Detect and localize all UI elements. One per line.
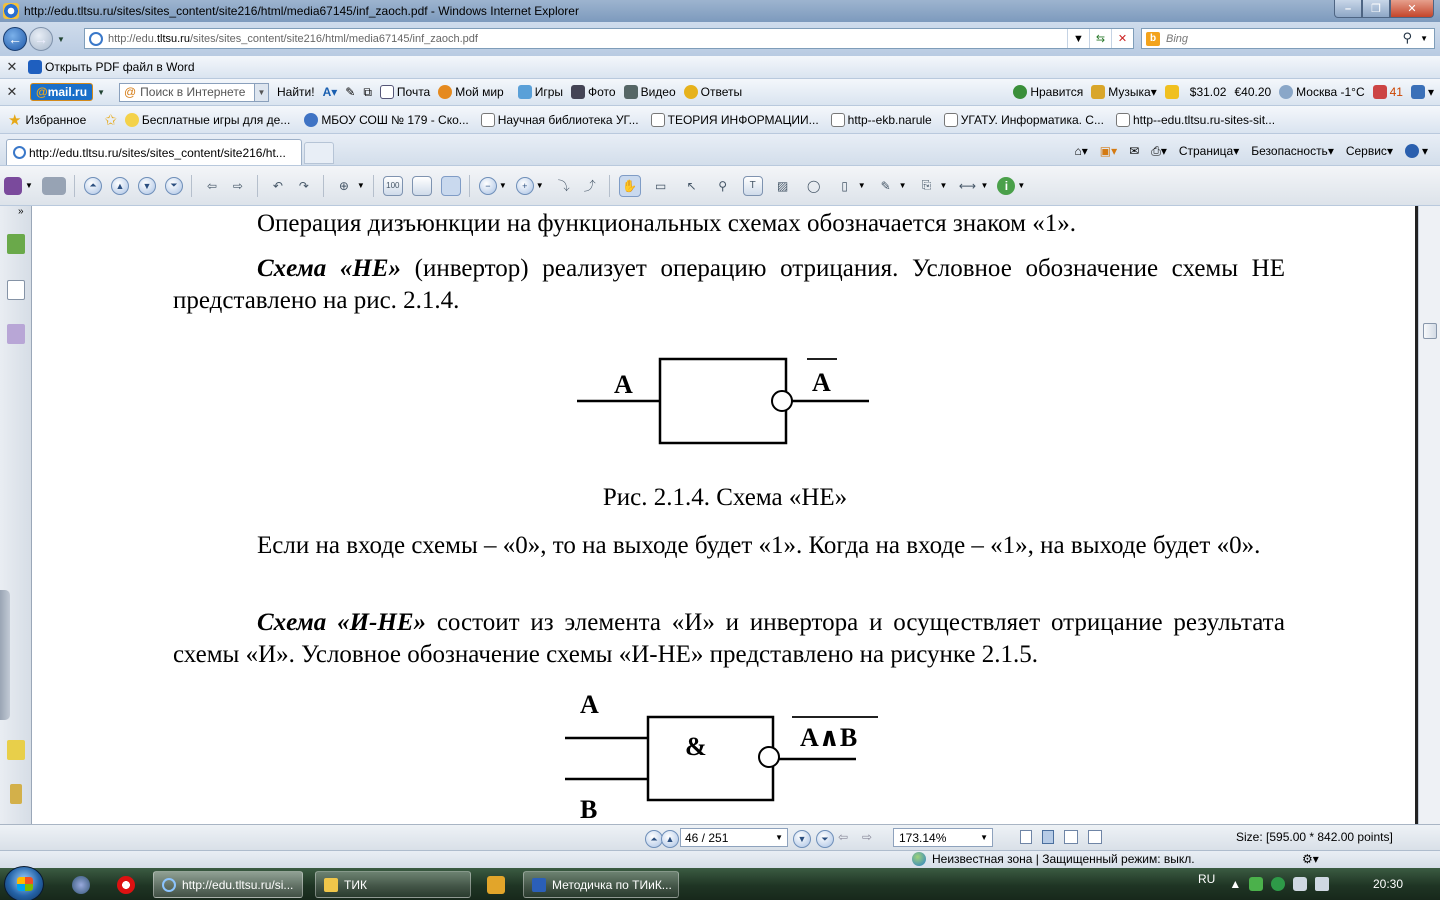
favorite-link[interactable]: Научная библиотека УГ... [481, 113, 639, 127]
open-in-word-button[interactable]: Открыть PDF файл в Word [28, 60, 195, 74]
mailru-logo[interactable]: @mail.ru [30, 83, 93, 101]
back-view-status-icon[interactable]: ⇦ [838, 830, 849, 844]
word-icon [532, 878, 546, 892]
page-icon [89, 32, 103, 46]
games-icon [518, 85, 532, 99]
first-page-status-icon[interactable]: ⏶ [645, 830, 663, 848]
eur-rate: €40.20 [1234, 85, 1272, 99]
paragraph-disjunction: Операция дизъюнкции на функциональных схемах обозначается знаком «1». [257, 210, 1076, 237]
page-menu[interactable]: Страница ▾ [1178, 144, 1240, 158]
page-size-info: Size: [595.00 * 842.00 points] [1236, 830, 1393, 844]
mailru-search-input[interactable]: @ Поиск в Интернете ▼ [119, 83, 269, 102]
taskbar-item-folder[interactable]: ТИК [315, 871, 471, 898]
single-page-view-icon[interactable] [1020, 830, 1032, 844]
stop-icon[interactable]: ✕ [1111, 29, 1133, 48]
video-button[interactable]: Видео [624, 85, 676, 99]
facing-view-icon[interactable] [1064, 830, 1078, 844]
snapshot-icon[interactable]: ▭ [655, 178, 667, 193]
favorites-bar [0, 106, 1440, 134]
forward-button[interactable]: → [29, 27, 53, 51]
maximize-button[interactable]: ❐ [1362, 0, 1390, 18]
address-url[interactable]: http://edu.tltsu.ru/sites/sites_content/site216/html/media67145/inf_zaoch.pdf [108, 32, 478, 45]
attachment-icon[interactable]: ⎘ [921, 178, 932, 192]
ie-logo-icon [3, 3, 19, 19]
forward-view-icon[interactable]: ⇨ [232, 178, 243, 193]
next-page-status-icon[interactable]: ▼ [793, 830, 811, 848]
favorite-link[interactable]: Бесплатные игры для де... [125, 113, 290, 127]
security-menu[interactable]: Безопасность ▾ [1251, 144, 1334, 158]
find-button[interactable]: Найти! [276, 85, 315, 99]
star-icon: ★ [8, 111, 22, 129]
print-icon[interactable]: ⎙▾ [1151, 143, 1167, 158]
measure-icon[interactable]: ⟷ [958, 178, 977, 193]
search-placeholder: Bing [1166, 32, 1189, 45]
answers-icon [684, 85, 698, 99]
expand-panel-icon[interactable]: » [18, 206, 24, 217]
weather-widget[interactable]: Москва -1°C [1279, 85, 1364, 99]
select-icon[interactable]: ↖ [686, 178, 697, 193]
search-dropdown-icon[interactable]: ▼ [254, 84, 268, 101]
highlight-icon[interactable]: ✎ [345, 85, 356, 99]
redo-icon[interactable]: ↷ [298, 178, 309, 193]
pdf-status-bar [0, 824, 1440, 850]
first-page-icon[interactable]: ⏶ [84, 177, 102, 195]
music-button[interactable]: Музыка ▾ [1091, 85, 1156, 99]
zoom-dropdown-icon[interactable]: ▼ [980, 833, 988, 842]
close-button[interactable]: ✕ [1390, 0, 1434, 18]
command-bar [1063, 138, 1440, 164]
nand-gate-box [648, 717, 773, 800]
page-number-field[interactable]: 46 / 251 ▼ [680, 828, 788, 847]
zoom-field[interactable]: 173.14% ▼ [893, 828, 993, 847]
fit-width-icon[interactable] [441, 176, 461, 196]
tab-active[interactable]: http://edu.tltsu.ru/sites/sites_content/site216/ht... [6, 139, 302, 165]
undo-icon[interactable]: ↶ [272, 178, 283, 193]
taskbar-item-browser[interactable]: http://edu.tltsu.ru/si... [153, 871, 303, 898]
windows-logo-icon [17, 877, 33, 891]
system-tray [1198, 868, 1329, 900]
save-icon[interactable] [4, 177, 22, 195]
favorite-link[interactable]: МБОУ СОШ № 179 - Ско... [304, 113, 468, 127]
protected-mode-icon[interactable]: ⚙▾ [1302, 852, 1319, 866]
continuous-view-icon[interactable] [1042, 830, 1054, 844]
envelope-icon [380, 85, 394, 99]
browser-status-bar [0, 850, 1440, 868]
globe-icon [912, 852, 926, 866]
mailru-dropdown-icon[interactable]: ▼ [97, 87, 105, 97]
figure-caption-not: Рис. 2.1.4. Схема «НЕ» [602, 484, 848, 511]
folder-icon [324, 878, 338, 892]
favorite-link[interactable]: http--edu.tltsu.ru-sites-sit... [1116, 113, 1275, 127]
actual-size-icon[interactable]: 100 [383, 176, 403, 196]
mail-button[interactable]: Почта [380, 85, 430, 99]
taskbar-item-word[interactable]: Методичка по ТИиК... [523, 871, 679, 898]
clock: 20:30 [1373, 877, 1404, 891]
word-toolbar [0, 56, 1440, 79]
vertical-scrollbar[interactable] [1418, 206, 1440, 824]
people-icon [438, 85, 452, 99]
not-gate-input-label: A [614, 370, 633, 399]
bookmarks-icon[interactable] [7, 234, 25, 254]
feeds-icon[interactable]: ▣▾ [1099, 144, 1118, 158]
help-icon[interactable]: ▾ [1405, 144, 1428, 158]
address-dropdown-icon[interactable]: ▼ [1067, 29, 1089, 48]
pdf-document [32, 206, 1418, 824]
last-page-status-icon[interactable]: ⏷ [816, 830, 834, 848]
pencil-icon[interactable]: ✎ [880, 178, 891, 193]
tray-security-icon[interactable] [1271, 877, 1285, 891]
hand-tool-icon[interactable]: ✋ [619, 175, 641, 197]
print-icon[interactable] [42, 177, 66, 195]
favorite-link[interactable]: УГАТУ. Информатика. С... [944, 113, 1104, 127]
favorite-link[interactable]: ТЕОРИЯ ИНФОРМАЦИИ... [651, 113, 819, 127]
forward-view-status-icon[interactable]: ⇨ [862, 830, 873, 844]
nand-inversion-circle [759, 747, 779, 767]
music-icon [1091, 85, 1105, 99]
close-toolbar-icon[interactable]: ✕ [6, 59, 18, 74]
paragraph-not-gate: Схема «НЕ» (инвертор) реализует операцию отрицания. Условное обозначение схемы НЕ представлено на рис. 2.1.4. [173, 255, 1285, 314]
add-favorite-icon[interactable]: ✩ [104, 111, 117, 129]
font-size-icon[interactable]: A▾ [322, 85, 338, 99]
ie-icon [162, 878, 176, 892]
media-player-icon[interactable] [72, 876, 90, 894]
not-gate-diagram [572, 351, 872, 451]
games-button[interactable]: Игры [518, 85, 563, 99]
like-icon [1013, 85, 1027, 99]
panel-handle[interactable] [0, 590, 10, 720]
word-icon [28, 60, 42, 74]
weather-icon [1279, 85, 1293, 99]
opera-icon[interactable] [117, 876, 135, 894]
zoom-icon[interactable]: ⊕ [338, 178, 349, 193]
tray-expand-icon[interactable]: ▲ [1229, 877, 1242, 891]
photo-button[interactable]: Фото [571, 85, 616, 99]
page-search-icon[interactable]: ⧉ [363, 84, 372, 99]
not-gate-box [660, 359, 786, 443]
myworld-button[interactable]: Мой мир [438, 85, 503, 99]
minimize-button[interactable]: – [1334, 0, 1362, 18]
mailru-toolbar [0, 79, 1440, 106]
settings-icon[interactable]: ▾ [1411, 85, 1434, 99]
history-dropdown-icon[interactable]: ▼ [57, 34, 65, 44]
continuous-facing-view-icon[interactable] [1088, 830, 1102, 844]
rotate-ccw-icon[interactable]: ⤴ [583, 179, 596, 193]
scrollbar-thumb[interactable] [1423, 323, 1437, 339]
search-box[interactable] [1141, 28, 1435, 49]
text-select-icon[interactable]: T [743, 176, 763, 196]
rotate-cw-icon[interactable]: ⤵ [557, 179, 570, 193]
and-symbol: & [685, 732, 707, 761]
back-view-icon[interactable]: ⇦ [206, 178, 217, 193]
search-icon[interactable]: ⚲ [1402, 30, 1412, 45]
video-icon [624, 85, 638, 99]
pdf-toolbar: ▼ ⏶ ▲ ▼ ⏷ ⇦ ⇨ ↶ ↷ ⊕ ▼ 100 − ▼ + ▼ ⤵ ⤴ ✋ ▭ ↖ ⚲ T ▨ ◯ ▯ ▼ ✎ ▼ ⎘ ▼ ⟷ ▼ i ▼ [0, 166, 1440, 206]
new-tab-button[interactable] [304, 142, 334, 164]
traffic-light-icon [1373, 85, 1387, 99]
volume-icon[interactable] [1315, 877, 1329, 891]
search-dropdown-icon[interactable]: ▼ [1420, 34, 1428, 43]
network-icon[interactable] [1293, 877, 1307, 891]
address-row [0, 22, 1440, 56]
like-button[interactable]: Нравится [1013, 85, 1083, 99]
camera-icon [571, 85, 585, 99]
refresh-icon[interactable]: ⇆ [1089, 29, 1111, 48]
title-bar [0, 0, 1440, 22]
fit-page-icon[interactable] [412, 176, 432, 196]
read-mail-icon[interactable]: ✉ [1129, 144, 1140, 158]
last-page-icon[interactable]: ⏷ [165, 177, 183, 195]
page-dropdown-icon[interactable]: ▼ [775, 833, 783, 842]
layers-icon[interactable] [7, 324, 25, 344]
previous-page-icon[interactable]: ▲ [111, 177, 129, 195]
next-page-icon[interactable]: ▼ [138, 177, 156, 195]
note-icon[interactable]: ▯ [841, 178, 848, 193]
comments-icon[interactable] [7, 740, 25, 760]
back-button[interactable]: ← [3, 27, 27, 51]
bing-icon: b [1146, 32, 1160, 46]
nand-gate-diagram [560, 686, 900, 824]
image-select-icon[interactable]: ▨ [777, 178, 789, 193]
ie-page-icon [13, 146, 26, 159]
search-icon: @ [123, 85, 137, 99]
traffic-widget[interactable]: 41 [1373, 85, 1403, 99]
nand-input-a-label: A [580, 690, 599, 719]
address-bar[interactable] [84, 28, 1134, 49]
nand-input-b-label: B [580, 795, 598, 824]
tab-bar [0, 134, 1440, 166]
tray-app-icon[interactable] [1249, 877, 1263, 891]
answers-button[interactable]: Ответы [684, 85, 742, 99]
favorites-button[interactable]: ★ Избранное [8, 111, 87, 129]
paragraph-not-truth: Если на входе схемы – «0», то на выходе будет «1». Когда на входе – «1», на выходе будет «0». [257, 532, 1261, 559]
favorite-link[interactable]: http--ekb.narule [831, 113, 932, 127]
taskbar [0, 868, 1440, 900]
notes-icon[interactable] [1165, 85, 1182, 99]
zoom-in-icon[interactable]: + [516, 177, 534, 195]
pages-icon[interactable] [7, 280, 25, 300]
language-indicator[interactable]: RU [1198, 872, 1216, 886]
attachments-icon[interactable] [10, 784, 22, 804]
not-gate-output-label: A [812, 368, 831, 397]
circle-tool-icon[interactable]: ◯ [806, 178, 821, 193]
info-icon[interactable]: i [997, 177, 1015, 195]
find-icon[interactable]: ⚲ [718, 178, 728, 193]
previous-page-status-icon[interactable]: ▲ [661, 830, 679, 848]
usd-rate: $31.02 [1189, 85, 1227, 99]
nand-output-label: A∧B [800, 723, 858, 752]
service-menu[interactable]: Сервис ▾ [1345, 144, 1393, 158]
close-toolbar-icon[interactable]: ✕ [6, 84, 18, 99]
player-icon[interactable] [487, 876, 505, 894]
home-icon[interactable]: ⌂▾ [1074, 144, 1088, 158]
security-zone[interactable]: Неизвестная зона | Защищенный режим: выкл. [912, 852, 1195, 866]
side-panel [0, 206, 32, 824]
start-button[interactable] [4, 866, 44, 900]
zoom-out-icon[interactable]: − [479, 177, 497, 195]
window-title: http://edu.tltsu.ru/sites/sites_content/site216/html/media67145/inf_zaoch.pdf - Windows Internet Explorer [24, 4, 579, 18]
paragraph-nand-gate: Схема «И-НЕ» состоит из элемента «И» и инвертора и осуществляет отрицание результата схемы «И». Условное обозначение схемы «И-НЕ» представлено на рисунке 2.1.5. [173, 609, 1285, 668]
inversion-circle [772, 391, 792, 411]
